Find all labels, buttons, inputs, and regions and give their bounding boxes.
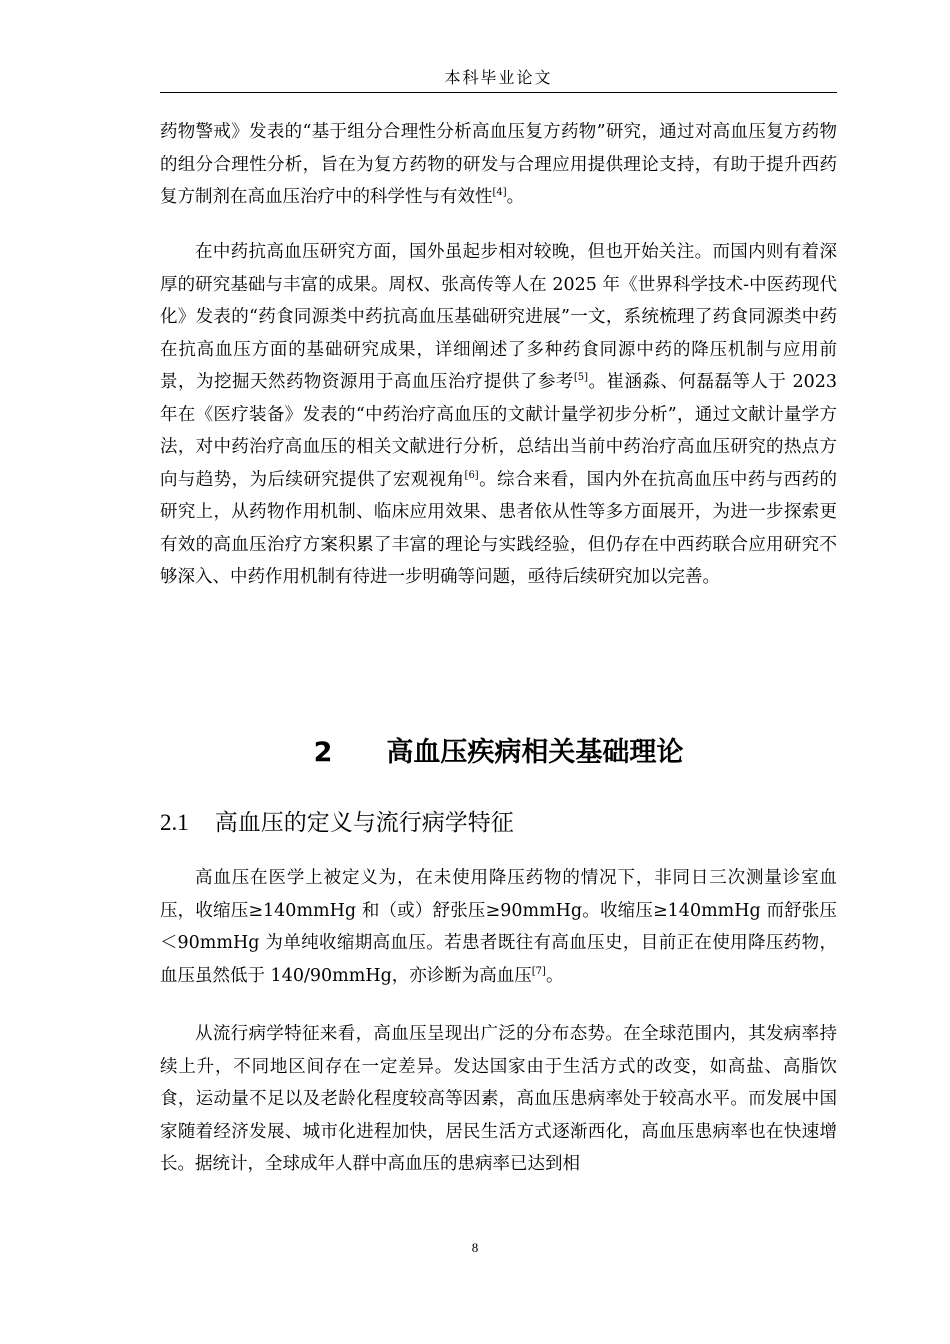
- section-heading: [160, 806, 514, 840]
- paragraph-text: 。: [545, 965, 564, 986]
- paragraph-text: 。: [506, 187, 525, 207]
- chapter-number: 2: [313, 737, 333, 768]
- citation-ref: [5]: [573, 372, 588, 384]
- paragraph-1: [160, 116, 837, 214]
- paragraph-3: [160, 862, 837, 992]
- section-title: 高血压的定义与流行病学特征: [214, 810, 514, 836]
- paragraph-2: [160, 236, 837, 594]
- chapter-heading: [160, 735, 837, 771]
- paragraph-text: 从流行病学特征来看，高血压呈现出广泛的分布态势。在全球范围内，其发病率持续上升，不同地区间存在一定差异。发达国家由于生活方式的改变，如高盐、高脂饮食，运动量不足以及老龄化程度较高等因素，高血压患病率处于较高水平。而发展中国家随着经济发展、城市化进程加快，居民生活方式逐渐西化，高血压患病率也在快速增长。据统计，全球成年人群中高血压的患病率已达到相: [160, 1024, 837, 1174]
- citation-ref: [7]: [531, 965, 546, 977]
- paragraph-text: 。崔涵淼、何磊磊等人于 2023 年在《医疗装备》发表的“中药治疗高血压的文献计量学初步分析”，通过文献计量学方法，对中药治疗高血压的相关文献进行分析，总结出当前中药治疗高血压研究的热点方向与趋势，为后续研究提供了宏观视角: [160, 372, 837, 490]
- citation-ref: [4]: [492, 187, 507, 199]
- page-number: 8: [471, 1240, 479, 1255]
- page-header: [160, 64, 837, 93]
- section-number: 2.1: [160, 810, 189, 835]
- header-title: 本科毕业论文: [444, 68, 553, 87]
- citation-ref: [6]: [464, 469, 479, 481]
- paragraph-text: 在中药抗高血压研究方面，国外虽起步相对较晚，但也开始关注。而国内则有着深厚的研究基础与丰富的成果。周权、张高传等人在 2025 年《世界科学技术-中医药现代化》发表的“药食同源类中药抗高血压基础研究进展”一文，系统梳理了药食同源类中药在抗高血压方面的基础研究成果，详细阐述了多种药食同源中药的降压机制与应用前景，为挖掘天然药物资源用于高血压治疗提供了参考: [160, 242, 837, 392]
- paragraph-text: 。综合来看，国内外在抗高血压中药与西药的研究上，从药物作用机制、临床应用效果、患者依从性等多方面展开，为进一步探索更有效的高血压治疗方案积累了丰富的理论与实践经验，但仍存在中西药联合应用研究不够深入、中药作用机制有待进一步明确等问题，亟待后续研究加以完善。: [160, 469, 838, 587]
- paragraph-text: 高血压在医学上被定义为，在未使用降压药物的情况下，非同日三次测量诊室血压，收缩压≥140mmHg 和（或）舒张压≥90mmHg。收缩压≥140mmHg 而舒张压＜90mmHg 为单纯收缩期高血压。若患者既往有高血压史，目前正在使用降压药物，血压虽然低于 140/90mmHg，亦诊断为高血压: [160, 868, 837, 986]
- paragraph-4: [160, 1018, 837, 1181]
- chapter-title: 高血压疾病相关基础理论: [386, 737, 684, 768]
- paragraph-text: 药物警戒》发表的“基于组分合理性分析高血压复方药物”研究，通过对高血压复方药物的组分合理性分析，旨在为复方药物的研发与合理应用提供理论支持，有助于提升西药复方制剂在高血压治疗中的科学性与有效性: [160, 122, 837, 207]
